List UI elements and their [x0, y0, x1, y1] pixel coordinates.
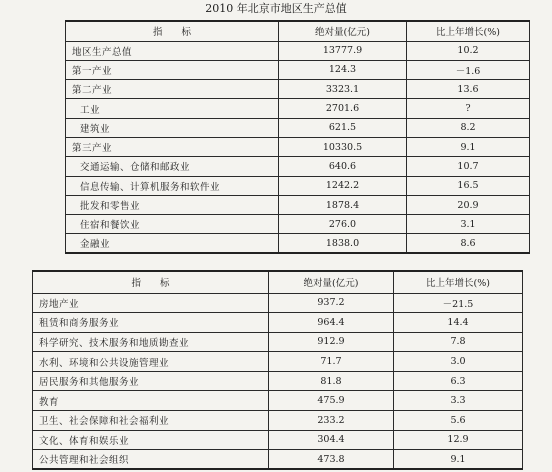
row-value: 2701.6: [279, 99, 407, 118]
row-growth: 8.2: [407, 118, 530, 137]
row-indicator: 信息传输、计算机服务和软件业: [66, 176, 279, 195]
row-value: 1242.2: [279, 176, 407, 195]
row-value: 475.9: [269, 391, 394, 411]
row-value: 13777.9: [279, 41, 407, 60]
table-row: [66, 99, 530, 118]
row-growth: －21.5: [394, 293, 523, 313]
column-header-growth: 比上年增长(%): [407, 21, 530, 41]
column-header-indicator: 指 标: [33, 271, 269, 293]
row-indicator: 地区生产总值: [66, 41, 279, 60]
table-row: [66, 80, 530, 99]
row-growth: 10.7: [407, 157, 530, 176]
table-row: [33, 391, 523, 411]
row-growth: 9.1: [407, 137, 530, 156]
row-value: 621.5: [279, 118, 407, 137]
row-indicator: 工业: [66, 99, 279, 118]
table-row: [66, 41, 530, 60]
table-title: 2010 年北京市地区生产总值: [205, 2, 347, 15]
table-row: [66, 234, 530, 253]
table-row: [66, 157, 530, 176]
row-indicator: 租赁和商务服务业: [33, 313, 269, 333]
row-indicator: 第二产业: [66, 80, 279, 99]
row-growth: 3.3: [394, 391, 523, 411]
row-indicator: 科学研究、技术服务和地质勘查业: [33, 332, 269, 352]
row-value: 937.2: [269, 293, 394, 313]
row-value: 1838.0: [279, 234, 407, 253]
row-indicator: 第一产业: [66, 60, 279, 79]
table-row: [33, 411, 523, 431]
row-indicator: 建筑业: [66, 118, 279, 137]
table-header-row: [66, 21, 530, 41]
row-indicator: 第三产业: [66, 137, 279, 156]
row-indicator: 住宿和餐饮业: [66, 215, 279, 234]
column-header-value: 绝对量(亿元): [279, 21, 407, 41]
row-indicator: 批发和零售业: [66, 195, 279, 214]
row-indicator: 金融业: [66, 234, 279, 253]
row-growth: 3.1: [407, 215, 530, 234]
row-growth: 6.3: [394, 371, 523, 391]
row-value: 71.7: [269, 352, 394, 372]
column-header-indicator: 指 标: [66, 21, 279, 41]
row-growth: 9.1: [394, 450, 523, 470]
table-row: [33, 371, 523, 391]
table-row: [66, 137, 530, 156]
table-row: [33, 332, 523, 352]
row-growth: 13.6: [407, 80, 530, 99]
row-growth: 3.0: [394, 352, 523, 372]
row-growth: 20.9: [407, 195, 530, 214]
row-growth: ?: [407, 99, 530, 118]
table-row: [66, 195, 530, 214]
row-value: 276.0: [279, 215, 407, 234]
gdp-table-part2: [32, 270, 523, 470]
row-indicator: 居民服务和其他服务业: [33, 371, 269, 391]
table-row: [66, 60, 530, 79]
column-header-value: 绝对量(亿元): [269, 271, 394, 293]
row-value: 124.3: [279, 60, 407, 79]
table-row: [66, 215, 530, 234]
table-row: [66, 176, 530, 195]
row-value: 640.6: [279, 157, 407, 176]
table-row: [33, 430, 523, 450]
row-growth: －1.6: [407, 60, 530, 79]
row-growth: 12.9: [394, 430, 523, 450]
table-row: [33, 313, 523, 333]
row-indicator: 文化、体育和娱乐业: [33, 430, 269, 450]
row-indicator: 教育: [33, 391, 269, 411]
row-growth: 5.6: [394, 411, 523, 431]
row-growth: 10.2: [407, 41, 530, 60]
row-indicator: 水利、环境和公共设施管理业: [33, 352, 269, 372]
row-indicator: 房地产业: [33, 293, 269, 313]
row-value: 473.8: [269, 450, 394, 470]
row-growth: 16.5: [407, 176, 530, 195]
table-row: [33, 352, 523, 372]
table-row: [66, 118, 530, 137]
row-value: 912.9: [269, 332, 394, 352]
table-row: [33, 450, 523, 470]
gdp-table-part1: [65, 20, 530, 254]
row-value: 1878.4: [279, 195, 407, 214]
row-value: 233.2: [269, 411, 394, 431]
row-value: 304.4: [269, 430, 394, 450]
table-row: [33, 293, 523, 313]
row-growth: 8.6: [407, 234, 530, 253]
row-value: 81.8: [269, 371, 394, 391]
row-indicator: 交通运输、仓储和邮政业: [66, 157, 279, 176]
row-growth: 14.4: [394, 313, 523, 333]
row-indicator: 公共管理和社会组织: [33, 450, 269, 470]
row-growth: 7.8: [394, 332, 523, 352]
row-value: 10330.5: [279, 137, 407, 156]
row-indicator: 卫生、社会保障和社会福利业: [33, 411, 269, 431]
row-value: 964.4: [269, 313, 394, 333]
row-value: 3323.1: [279, 80, 407, 99]
table-header-row: [33, 271, 523, 293]
column-header-growth: 比上年增长(%): [394, 271, 523, 293]
